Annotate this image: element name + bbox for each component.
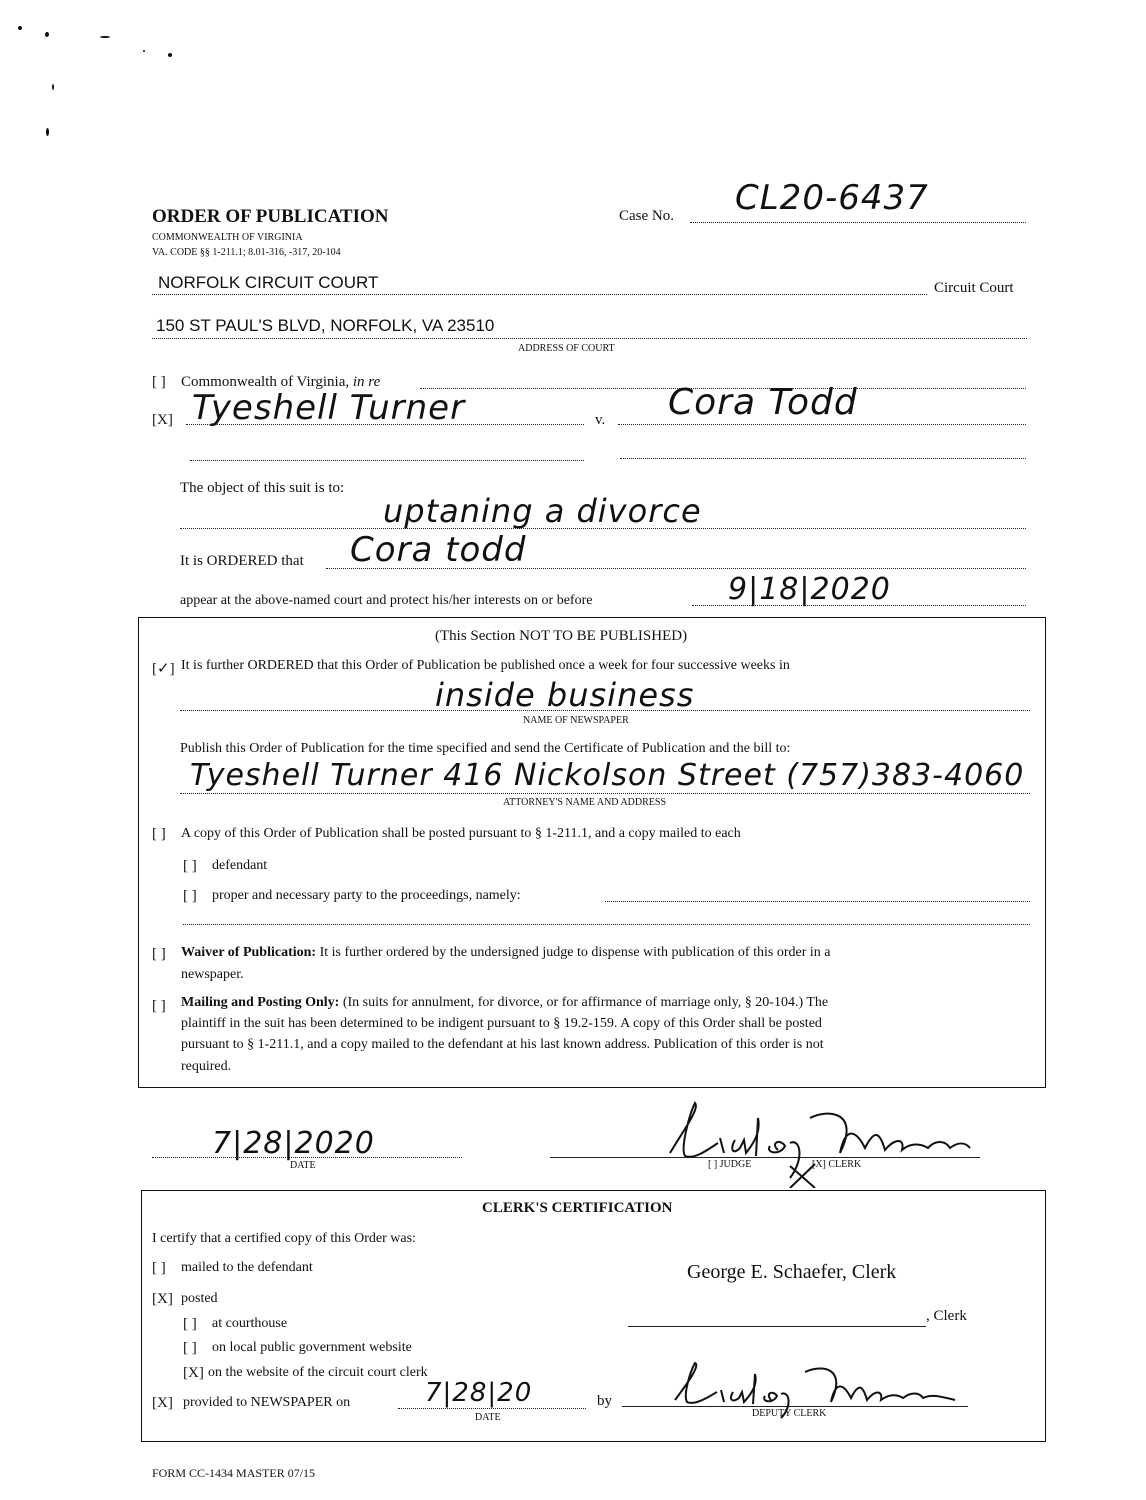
mailing-title: Mailing and Posting Only: <box>181 995 340 1010</box>
mailed-label: mailed to the defendant <box>181 1260 313 1275</box>
ordered-party: Cora todd <box>350 530 527 570</box>
defendant-name: Cora Todd <box>668 382 858 423</box>
case-number-line <box>690 222 1026 223</box>
newspaper-cert-date-line <box>398 1408 586 1409</box>
plaintiff-name: Tyeshell Turner <box>192 388 466 428</box>
in-re-text: in re <box>352 374 381 390</box>
certification-title: CLERK'S CERTIFICATION <box>482 1200 673 1216</box>
appear-date-line <box>692 605 1026 606</box>
court-address: 150 ST PAUL'S BLVD, NORFOLK, VA 23510 <box>156 316 495 335</box>
posted-cert-checkbox[interactable]: [X] <box>152 1291 173 1307</box>
court-address-line <box>152 338 1027 339</box>
newspaper-name: inside business <box>435 676 695 714</box>
clerk-website-checkbox[interactable]: [X] <box>183 1365 204 1381</box>
posted-cert-label: posted <box>181 1291 218 1306</box>
mailed-checkbox[interactable]: [ ] <box>152 1260 166 1276</box>
object-value: uptaning a divorce <box>383 492 702 530</box>
defendant-line <box>618 424 1026 425</box>
mailing-checkbox[interactable]: [ ] <box>152 998 166 1014</box>
party-line <box>605 901 1030 902</box>
newspaper-caption: NAME OF NEWSPAPER <box>523 715 629 726</box>
attorney-line <box>180 793 1030 794</box>
scan-speck <box>18 26 22 30</box>
waiver-text-1: It is further ordered by the undersigned judge to dispense with publication of this order in a <box>319 945 831 960</box>
waiver-text-2: newspaper. <box>181 967 244 982</box>
scan-speck <box>168 53 172 57</box>
versus-label: v. <box>595 412 606 428</box>
commonwealth-checkbox[interactable]: [ ] <box>152 374 166 390</box>
mailing-text-3: pursuant to § 1-211.1, and a copy mailed to the defendant at his last known address. Publication of this order is not <box>181 1037 824 1052</box>
by-label: by <box>597 1393 612 1409</box>
newspaper-cert-label: provided to NEWSPAPER on <box>183 1395 351 1410</box>
posted-checkbox[interactable]: [ ] <box>152 826 166 842</box>
appear-date: 9|18|2020 <box>728 572 891 607</box>
scan-speck <box>52 84 54 90</box>
case-number-label: Case No. <box>619 208 674 224</box>
defendant-label: defendant <box>212 858 268 873</box>
posted-text: A copy of this Order of Publication shall be posted pursuant to § 1-211.1, and a copy mailed to each <box>181 826 741 841</box>
plaintiff-line <box>186 424 584 425</box>
deputy-clerk-caption: DEPUTY CLERK <box>752 1408 827 1419</box>
commonwealth-text: Commonwealth of Virginia, <box>181 374 353 390</box>
object-line <box>180 528 1026 529</box>
court-suffix: Circuit Court <box>934 280 1014 296</box>
clerk-option[interactable]: [X] CLERK <box>812 1159 862 1170</box>
section-title: (This Section NOT TO BE PUBLISHED) <box>435 628 688 644</box>
publish-checkbox[interactable]: [✓] <box>152 661 175 677</box>
order-date: 7|28|2020 <box>212 1126 375 1161</box>
newspaper-cert-date-caption: DATE <box>475 1412 501 1423</box>
form-subtitle-code: VA. CODE §§ 1-211.1; 8.01-316, -317, 20-104 <box>152 247 341 258</box>
object-label: The object of this suit is to: <box>180 480 345 496</box>
mailing-text <box>181 995 828 1011</box>
newspaper-cert-date: 7|28|20 <box>425 1378 533 1408</box>
attorney-caption: ATTORNEY'S NAME AND ADDRESS <box>503 797 667 808</box>
mailing-text-4: required. <box>181 1059 232 1074</box>
form-title: ORDER OF PUBLICATION <box>152 206 389 227</box>
scan-speck <box>46 128 49 136</box>
waiver-text <box>181 945 830 961</box>
order-date-line <box>152 1157 462 1158</box>
clerk-website-label: on the website of the circuit court clerk <box>208 1365 428 1380</box>
ordered-label: It is ORDERED that <box>180 553 304 569</box>
form-subtitle-commonwealth: COMMONWEALTH OF VIRGINIA <box>152 232 303 243</box>
deputy-signer-name <box>0 0 1 1</box>
waiver-title: Waiver of Publication: <box>181 945 317 960</box>
scan-speck <box>143 50 145 52</box>
appear-label: appear at the above-named court and protect his/her interests on or before <box>180 593 593 608</box>
deputy-clerk-signature <box>655 1360 975 1420</box>
defendant-checkbox[interactable]: [ ] <box>183 858 197 874</box>
newspaper-cert-checkbox[interactable]: [X] <box>152 1395 173 1411</box>
court-name: NORFOLK CIRCUIT COURT <box>158 273 379 292</box>
courthouse-checkbox[interactable]: [ ] <box>183 1316 197 1332</box>
clerk-signature <box>640 1098 980 1188</box>
plaintiff-line-2 <box>190 460 584 461</box>
publish-text: It is further ORDERED that this Order of Publication be published once a week for four successive weeks in <box>181 658 790 673</box>
parties-checkbox[interactable]: [X] <box>152 412 173 428</box>
clerk-line-suffix: , Clerk <box>926 1308 967 1324</box>
mailing-text-1: (In suits for annulment, for divorce, or for affirmance of marriage only, § 20-104.) The <box>342 995 829 1010</box>
party-checkbox[interactable]: [ ] <box>183 888 197 904</box>
local-website-checkbox[interactable]: [ ] <box>183 1340 197 1356</box>
certification-intro: I certify that a certified copy of this Order was: <box>152 1231 416 1246</box>
attorney-info: Tyeshell Turner 416 Nickolson Street (757)383-4060 <box>190 758 1025 793</box>
order-date-caption: DATE <box>290 1160 316 1171</box>
send-text: Publish this Order of Publication for the time specified and send the Certificate of Publication and the bill to: <box>180 741 791 756</box>
newspaper-line <box>180 710 1030 711</box>
case-number-value: CL20-6437 <box>735 178 929 218</box>
waiver-checkbox[interactable]: [ ] <box>152 946 166 962</box>
party-line-2 <box>183 924 1030 925</box>
clerk-line <box>628 1326 926 1327</box>
mailing-text-2: plaintiff in the suit has been determined to be indigent pursuant to § 19.2-159. A copy of this Order shall be posted <box>181 1016 822 1031</box>
form-number: FORM CC-1434 MASTER 07/15 <box>152 1466 316 1480</box>
ordered-line <box>326 568 1026 569</box>
defendant-line-2 <box>620 458 1026 459</box>
clerk-name: George E. Schaefer, Clerk <box>687 1261 897 1283</box>
court-name-line <box>152 294 927 295</box>
local-website-label: on local public government website <box>212 1340 412 1355</box>
judge-option[interactable]: [ ] JUDGE <box>708 1159 752 1170</box>
courthouse-label: at courthouse <box>212 1316 288 1331</box>
scan-speck <box>45 32 49 37</box>
party-label: proper and necessary party to the proceedings, namely: <box>212 888 521 903</box>
court-address-caption: ADDRESS OF COURT <box>518 343 615 354</box>
scan-speck <box>100 36 110 38</box>
